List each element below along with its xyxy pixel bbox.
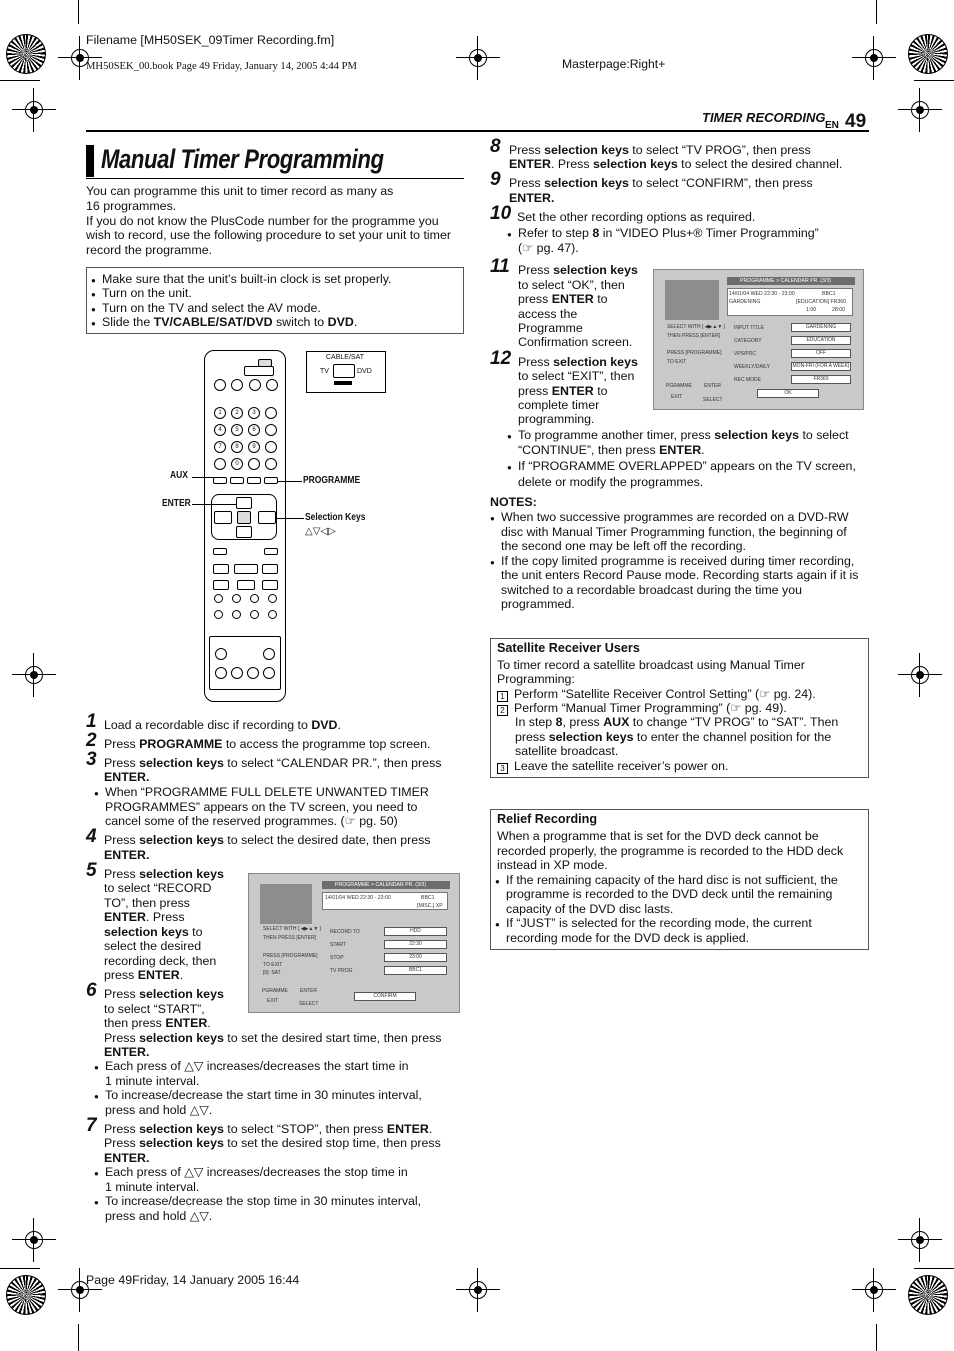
satellite-item-cont: press selection keys to enter the channel position for the xyxy=(515,730,832,744)
step-note: ● To increase/decrease the start time in 30 minutes interval, xyxy=(94,1088,422,1103)
osd-confirm-button: CONFIRM xyxy=(354,992,416,1001)
osd-thumbnail xyxy=(260,884,312,924)
remote-button-icon xyxy=(248,458,260,470)
aux-key xyxy=(213,477,227,484)
step-note-cont: 1 minute interval. xyxy=(105,1180,200,1194)
note-item: ● If the copy limited programme is received during timer recording, xyxy=(490,554,854,569)
osd-time-a: 1:00 xyxy=(806,307,817,313)
osd-label: RECORD TO xyxy=(330,929,360,935)
satellite-title: Satellite Receiver Users xyxy=(497,641,640,655)
osd-field: 23:00 xyxy=(384,953,447,962)
osd-date: 14/01/04 WED 22:30 - 23:00 xyxy=(729,291,795,297)
header-rule xyxy=(86,130,869,132)
relief-title: Relief Recording xyxy=(497,812,598,826)
masterpage-line: Masterpage:Right+ xyxy=(562,57,666,71)
step-number: 12 xyxy=(490,348,512,369)
step-text: Press selection keys to set the desired stop time, then press xyxy=(104,1136,441,1150)
prep-item: ● Turn on the unit. xyxy=(91,286,192,301)
trim-mark xyxy=(78,1324,79,1351)
osd-nav: SELECT xyxy=(299,1001,319,1007)
title-rule xyxy=(86,178,464,179)
step-note: ● To programme another timer, press selection keys to select xyxy=(507,428,849,443)
trim-mark xyxy=(876,1324,877,1351)
step-note: ● Each press of △▽ increases/decreases the stop time in xyxy=(94,1165,408,1180)
notes-title: NOTES: xyxy=(490,495,537,509)
trim-mark xyxy=(914,80,954,81)
osd-help: [0]: SAT xyxy=(263,970,281,976)
title-bar xyxy=(86,145,94,177)
step-note: ● When “PROGRAMME FULL DELETE UNWANTED TIMER xyxy=(94,785,429,800)
step-box: 1 xyxy=(497,691,508,702)
step-text: Press selection keys to select “TV PROG”, then press xyxy=(509,143,811,157)
osd-screen-calendar-record xyxy=(248,873,460,1013)
remote-button-icon xyxy=(250,594,259,603)
step-text: Press selection keys to select the desired date, then press xyxy=(104,833,431,847)
numeric-key: 3 xyxy=(248,407,260,419)
step-text: Press selection keys to select “CALENDAR PR.”, then press xyxy=(104,756,442,770)
numeric-key: 9 xyxy=(248,441,260,453)
satellite-item-cont: satellite broadcast. xyxy=(515,744,619,758)
osd-thumbnail xyxy=(665,280,719,320)
numeric-key: 6 xyxy=(248,424,260,436)
registration-star-icon xyxy=(6,34,46,74)
registration-star-icon xyxy=(6,1275,46,1315)
remote-button-icon xyxy=(215,648,227,660)
crosshair-icon xyxy=(852,36,896,80)
remote-button-icon xyxy=(232,594,241,603)
osd-field: GARDENING xyxy=(791,323,851,332)
up-key-icon xyxy=(236,497,252,509)
remote-button-icon xyxy=(231,667,243,679)
osd-field: EDUCATION xyxy=(791,336,851,345)
intro-line: You can programme this unit to timer record as many as xyxy=(86,184,394,198)
osd-field: OFF xyxy=(791,349,851,358)
step-box: 2 xyxy=(497,705,508,716)
step-note: ● To increase/decrease the stop time in 30 minutes interval, xyxy=(94,1194,421,1209)
step-number: 10 xyxy=(490,203,512,224)
step-number: 9 xyxy=(490,169,501,190)
relief-intro: instead in XP mode. xyxy=(497,858,608,872)
crosshair-icon xyxy=(898,88,942,132)
note-item-cont: the unit enters Record Pause mode. Recording starts again if it is xyxy=(501,568,859,582)
step-text: access the xyxy=(518,307,578,321)
running-lang: EN xyxy=(825,120,839,131)
osd-help: TO EXIT xyxy=(263,962,283,968)
step-text: recording deck, then xyxy=(104,954,217,968)
remote-button-icon xyxy=(265,424,277,436)
remote-lower-panel xyxy=(209,636,281,690)
trim-mark xyxy=(0,80,40,81)
remote-button-icon xyxy=(247,667,259,679)
crosshair-icon xyxy=(12,88,56,132)
remote-button-icon xyxy=(231,379,243,391)
trim-mark xyxy=(876,0,877,24)
osd-nav: ENTER xyxy=(300,988,317,994)
callout-line xyxy=(276,518,304,519)
crosshair-icon xyxy=(898,1218,942,1262)
play-key-icon xyxy=(234,564,258,574)
crosshair-icon xyxy=(456,36,500,80)
registration-star-icon xyxy=(908,1275,948,1315)
remote-key xyxy=(247,477,261,484)
step-text: ENTER. xyxy=(104,848,150,862)
remote-button-icon xyxy=(263,667,275,679)
remote-button-icon xyxy=(263,648,275,660)
osd-label: VPS/PDC xyxy=(734,351,756,357)
step-text: TO”, then press xyxy=(104,896,190,910)
relief-bullet: ● If the remaining capacity of the hard disc is not sufficient, the xyxy=(495,873,838,888)
remote-button-icon xyxy=(214,610,223,619)
step-number: 8 xyxy=(490,136,501,157)
step-note-cont: press and hold △▽. xyxy=(105,1209,213,1223)
callout-enter: ENTER xyxy=(162,498,191,509)
numeric-key: 2 xyxy=(231,407,243,419)
osd-header: PROGRAMME > CALENDAR PR. (3/3) xyxy=(335,882,426,888)
osd-title-line: GARDENING xyxy=(729,299,761,305)
power-button-icon xyxy=(214,379,226,391)
satellite-intro: To timer record a satellite broadcast using Manual Timer xyxy=(497,658,805,672)
step-text: Set the other recording options as required. xyxy=(517,210,756,224)
numeric-key: 0 xyxy=(231,458,243,470)
step-text: Press selection keys xyxy=(518,355,638,369)
crosshair-icon xyxy=(12,653,56,697)
footer-line: Page 49Friday, 14 January 2005 16:44 xyxy=(86,1273,300,1287)
osd-help: PRESS [PROGRAMME] xyxy=(263,953,318,959)
remote-display-window xyxy=(244,366,274,376)
remote-key xyxy=(213,548,227,555)
page-title: Manual Timer Programming xyxy=(101,144,384,174)
satellite-intro: Programming: xyxy=(497,672,575,686)
remote-key xyxy=(264,548,278,555)
remote-key xyxy=(230,477,244,484)
down-key-icon xyxy=(236,526,252,538)
remote-button-icon xyxy=(250,610,259,619)
step-note-cont: “CONTINUE”, then press ENTER. xyxy=(518,443,705,457)
osd-screen-confirmation xyxy=(653,269,864,410)
fast-forward-key-icon xyxy=(262,564,278,574)
remote-button-icon xyxy=(232,610,241,619)
step-text: Programme xyxy=(518,321,583,335)
note-item: ● When two successive programmes are recorded on a DVD-RW xyxy=(490,510,849,525)
step-text: Press selection keys to select “CONFIRM”, then press xyxy=(509,176,813,190)
note-item-cont: the second one may be left off the recording. xyxy=(501,539,746,553)
remote-button-icon xyxy=(249,379,261,391)
osd-help: THEN PRESS [ENTER] xyxy=(667,333,721,339)
remote-switch xyxy=(258,359,272,367)
satellite-item-text: Perform “Manual Timer Programming” (☞ pg. 49). xyxy=(514,701,787,715)
intro-line: record the programme. xyxy=(86,243,213,257)
relief-bullet-cont: recording mode for the DVD deck is applied. xyxy=(506,931,750,945)
step-note: ● Refer to step 8 in “VIDEO Plus+® Timer Programming” xyxy=(507,226,819,241)
left-key-icon xyxy=(214,511,232,524)
stop-key-icon xyxy=(237,580,255,590)
osd-help: SELECT WITH [ ◀▶▲▼ ] xyxy=(263,926,322,932)
osd-nav: PGRAMME xyxy=(262,988,288,994)
prep-item: ● Slide the TV/CABLE/SAT/DVD switch to DVD. xyxy=(91,315,357,330)
step-text: then press ENTER. xyxy=(104,1016,211,1030)
note-item-cont: programmed. xyxy=(501,597,575,611)
prep-item: ● Make sure that the unit’s built-in clock is set properly. xyxy=(91,272,391,287)
remote-button-icon xyxy=(265,441,277,453)
step-text: select the desired xyxy=(104,939,202,953)
osd-help: TO EXIT xyxy=(667,359,687,365)
note-item-cont: disc with Manual Timer Programming function, the beginning of xyxy=(501,525,847,539)
osd-label: START xyxy=(330,942,346,948)
remote-key xyxy=(213,580,229,590)
step-number: 3 xyxy=(86,749,97,770)
osd-header: PROGRAMME > CALENDAR PR. (3/3) xyxy=(740,278,831,284)
step-text: Press selection keys to set the desired start time, then press xyxy=(104,1031,442,1045)
step-text: ENTER. Press xyxy=(104,910,185,924)
trim-mark xyxy=(78,0,79,24)
remote-button-icon xyxy=(214,458,226,470)
remote-button-icon xyxy=(268,594,277,603)
step-text: Confirmation screen. xyxy=(518,335,633,349)
satellite-item xyxy=(497,687,816,702)
step-text: ENTER. xyxy=(104,1045,150,1059)
intro-line: 16 programmes. xyxy=(86,199,177,213)
osd-category-line: [EDUCATION] FR360 xyxy=(796,299,847,305)
step-number: 1 xyxy=(86,711,97,732)
step-text: to select “START”, xyxy=(104,1002,205,1016)
step-text: Press selection keys xyxy=(104,867,224,881)
step-note-cont: cancel some of the reserved programmes. (☞ pg. 50) xyxy=(105,814,398,828)
running-section: TIMER RECORDING xyxy=(702,110,826,125)
crosshair-icon xyxy=(852,1268,896,1312)
step-text: to select “OK”, then xyxy=(518,278,625,292)
step-number: 11 xyxy=(490,256,510,277)
callout-line xyxy=(278,481,302,482)
step-text: press ENTER to xyxy=(518,384,608,398)
osd-nav: ENTER xyxy=(704,383,721,389)
crosshair-icon xyxy=(898,653,942,697)
step-number: 5 xyxy=(86,860,97,881)
satellite-item xyxy=(497,701,787,716)
remote-button-icon xyxy=(214,594,223,603)
step-text: ENTER. Press selection keys to select the desired channel. xyxy=(509,157,843,171)
osd-field: MON-FRI (FOR A WEEK) xyxy=(792,363,850,369)
step-text: Press selection keys xyxy=(518,263,638,277)
osd-label: REC MODE xyxy=(734,377,761,383)
osd-nav: EXIT xyxy=(267,998,279,1004)
step-number: 2 xyxy=(86,730,97,751)
step-text: ENTER. xyxy=(104,1151,150,1165)
step-text: ENTER. xyxy=(104,770,150,784)
osd-label: INPUT TITLE xyxy=(734,325,764,331)
step-text: ENTER. xyxy=(509,191,555,205)
step-text: Press selection keys to select “STOP”, then press ENTER. xyxy=(104,1122,433,1136)
switch-slider-icon xyxy=(333,364,355,378)
remote-key xyxy=(262,580,278,590)
satellite-item-text: Perform “Satellite Receiver Control Setting” (☞ pg. 24). xyxy=(514,687,816,701)
rewind-key-icon xyxy=(213,564,229,574)
step-note: ● Each press of △▽ increases/decreases the start time in xyxy=(94,1059,409,1074)
step-text: Press PROGRAMME to access the programme top screen. xyxy=(104,737,431,751)
osd-nav: SELECT xyxy=(703,397,723,403)
osd-time-b: 28:00 xyxy=(832,307,845,313)
intro-line: If you do not know the PlusCode number for the programme you xyxy=(86,214,439,228)
filename-line: Filename [MH50SEK_09Timer Recording.fm] xyxy=(86,33,335,47)
satellite-item-cont: In step 8, press AUX to change “TV PROG” to “SAT”. Then xyxy=(515,715,839,729)
osd-misc: [MISC.] XP xyxy=(417,903,443,909)
callout-line xyxy=(192,504,236,505)
step-text: complete timer xyxy=(518,398,600,412)
osd-field: 22:30 xyxy=(384,940,447,949)
trim-mark xyxy=(914,1268,954,1269)
remote-button-icon xyxy=(268,610,277,619)
book-line: MH50SEK_00.book Page 49 Friday, January 14, 2005 4:44 PM xyxy=(86,61,357,72)
osd-channel: BBC1 xyxy=(822,291,836,297)
step-note-cont: (☞ pg. 47). xyxy=(518,241,579,255)
registration-star-icon xyxy=(908,34,948,74)
step-box: 3 xyxy=(497,763,508,774)
step-text: Press selection keys xyxy=(104,987,224,1001)
remote-button-icon xyxy=(215,667,227,679)
step-number: 4 xyxy=(86,826,97,847)
step-text: programming. xyxy=(518,412,595,426)
switch-arrow-icon xyxy=(334,381,352,385)
numeric-key: 7 xyxy=(214,441,226,453)
step-note: ● If “PROGRAMME OVERLAPPED” appears on the TV screen, xyxy=(507,459,856,474)
switch-label: CABLE/SAT xyxy=(326,354,364,361)
note-item-cont: switched to a recordable broadcast during the time you xyxy=(501,583,802,597)
callout-arrows: △▽◁▷ xyxy=(305,526,336,537)
step-number: 6 xyxy=(86,980,97,1001)
step-text: Load a recordable disc if recording to DVD. xyxy=(104,718,341,732)
step-text: to select “EXIT”, then xyxy=(518,369,635,383)
relief-intro: recorded properly, the programme is recorded to the HDD deck xyxy=(497,844,844,858)
osd-date: 14/01/04 WED 22:30 - 23:00 xyxy=(325,895,391,901)
callout-programme: PROGRAMME xyxy=(303,475,361,486)
crosshair-icon xyxy=(12,1218,56,1262)
numeric-key: 4 xyxy=(214,424,226,436)
step-note-cont: 1 minute interval. xyxy=(105,1074,200,1088)
relief-bullet-cont: capacity of the DVD disc lasts. xyxy=(506,902,674,916)
step-text: to select “RECORD xyxy=(104,881,212,895)
step-note-cont: press and hold △▽. xyxy=(105,1103,213,1117)
satellite-item-text: Leave the satellite receiver’s power on. xyxy=(514,759,729,773)
trim-mark xyxy=(0,1268,40,1269)
switch-dvd-label: DVD xyxy=(357,368,372,375)
osd-ok-button: OK xyxy=(757,389,819,398)
callout-aux: AUX xyxy=(170,470,188,481)
switch-tv-label: TV xyxy=(320,368,329,375)
step-text: selection keys to xyxy=(104,925,203,939)
crosshair-icon xyxy=(456,1268,500,1312)
osd-field: FR360 xyxy=(791,375,851,384)
satellite-item xyxy=(497,759,728,774)
prep-item: ● Turn on the TV and select the AV mode. xyxy=(91,301,321,316)
relief-bullet: ● If “JUST” is selected for the recording mode, the current xyxy=(495,916,812,931)
osd-nav: EXIT xyxy=(671,394,683,400)
osd-label: WEEKLY/DAILY xyxy=(734,364,770,370)
step-text: press ENTER to xyxy=(518,292,608,306)
callout-line xyxy=(192,477,214,478)
osd-help: SELECT WITH [ ◀▶▲▼ ] xyxy=(667,324,726,330)
osd-nav: PGRAMME xyxy=(666,383,692,389)
remote-button-icon xyxy=(266,379,278,391)
numeric-key: 5 xyxy=(231,424,243,436)
osd-label: STOP xyxy=(330,955,344,961)
step-note-cont: delete or modify the programmes. xyxy=(518,475,704,489)
step-note-cont: PROGRAMMES” appears on the TV screen, you need to xyxy=(105,800,418,814)
osd-label: TV PROG xyxy=(330,968,353,974)
osd-channel: BBC1 xyxy=(421,895,435,901)
page-number: 49 xyxy=(845,111,867,132)
relief-bullet-cont: programme is recorded to the DVD deck until the remaining xyxy=(506,887,833,901)
osd-field: BBC1 xyxy=(384,966,447,975)
step-number: 7 xyxy=(86,1115,97,1136)
step-text: press ENTER. xyxy=(104,968,184,982)
callout-selection-keys: Selection Keys xyxy=(305,512,366,523)
programme-key xyxy=(264,477,278,484)
osd-help: THEN PRESS [ENTER] xyxy=(263,935,317,941)
remote-button-icon xyxy=(265,458,277,470)
intro-line: wish to record, use the following procedure to set your unit to timer xyxy=(86,228,452,242)
remote-button-icon xyxy=(265,407,277,419)
osd-label: CATEGORY xyxy=(734,338,762,344)
numeric-key: 1 xyxy=(214,407,226,419)
right-key-icon xyxy=(258,511,276,524)
numeric-key: 8 xyxy=(231,441,243,453)
relief-intro: When a programme that is set for the DVD deck cannot be xyxy=(497,829,819,843)
osd-help: PRESS [PROGRAMME] xyxy=(667,350,722,356)
enter-key xyxy=(237,511,251,524)
osd-field: HDD xyxy=(384,927,447,936)
